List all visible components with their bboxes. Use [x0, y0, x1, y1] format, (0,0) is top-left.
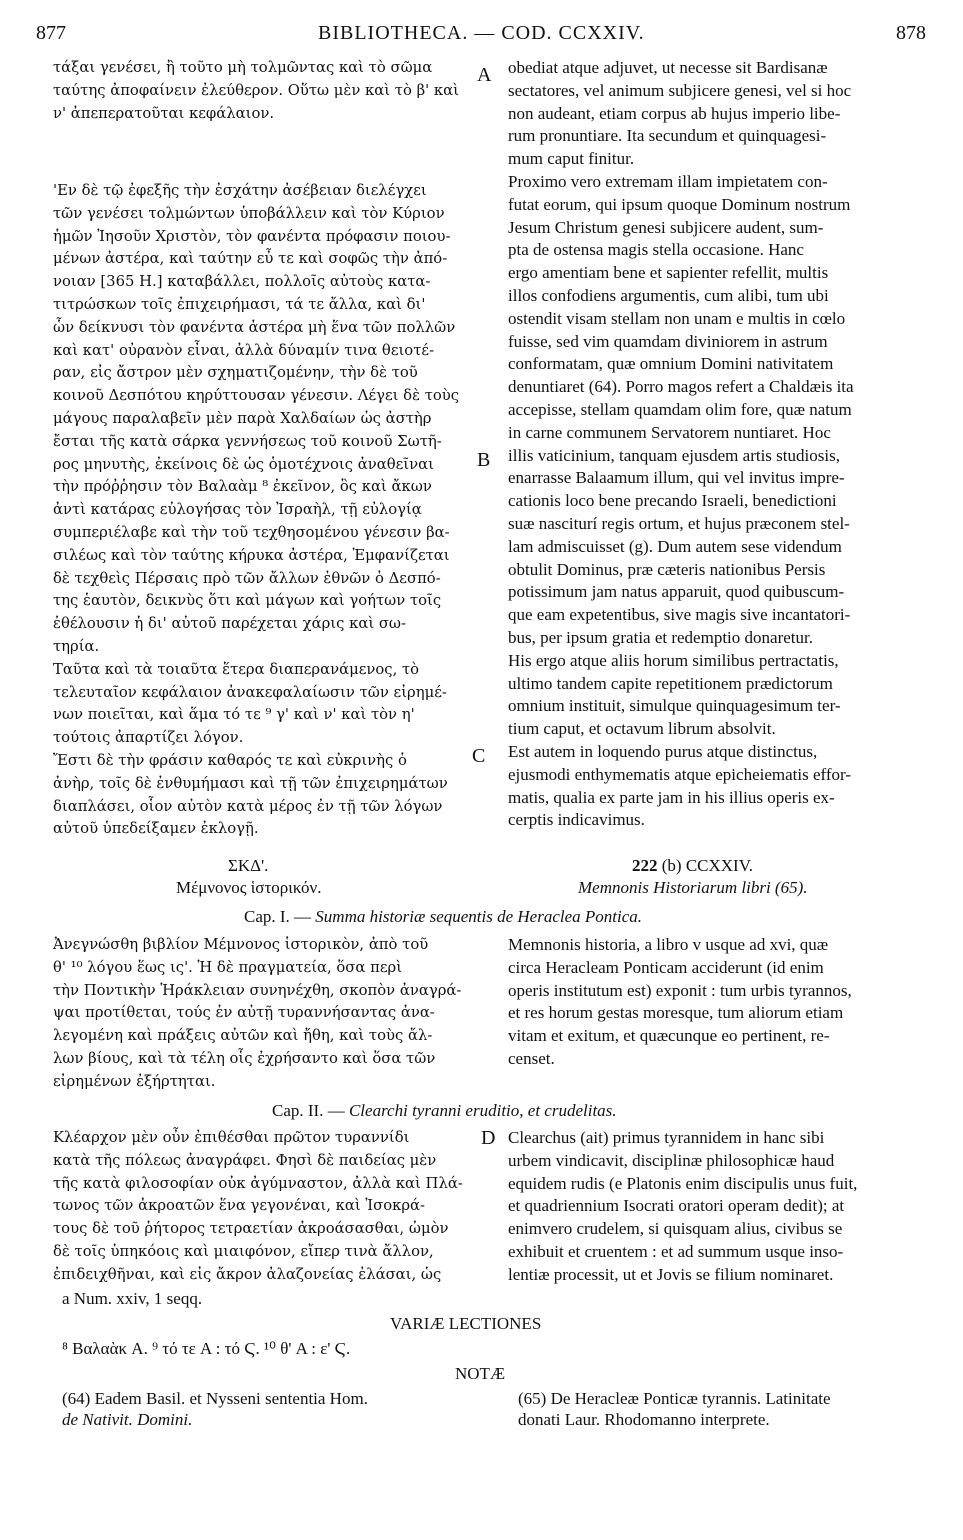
- latin-line: illis vaticinium, tanquam ejusdem artis studiosis,: [508, 445, 840, 465]
- latin-line: pta de ostensa magis stella occasione. Hanc: [508, 240, 804, 260]
- latin-line: obtulit Dominus, præ cæteris nationibus Persis: [508, 559, 826, 579]
- note-64-line2: de Nativit. Domini.: [62, 1410, 193, 1429]
- cap1-label: Cap. I. —: [244, 907, 312, 926]
- greek-line: Ταῦτα καὶ τὰ τοιαῦτα ἕτερα διαπερανάμενος, τὸ: [53, 660, 420, 678]
- latin-line: et res horum gestas moresque, tum aliorum etiam: [508, 1003, 844, 1023]
- greek-line: τούτοις ἀπαρτίζει λόγον.: [53, 729, 244, 747]
- greek-line: ταύτης ἀποφαίνειν ἐλεύθερον. Οὕτω μὲν καὶ τὸ β' καὶ: [53, 81, 459, 99]
- latin-line: suæ nasciturí regis ortum, et hujus præconem stel-: [508, 513, 850, 533]
- cap1-heading: [244, 907, 642, 927]
- cap2-greek: [53, 1127, 496, 1287]
- greek-line: κοινοῦ Δεσπότου κηρύττουσαν γένεσιν. Λέγει δὲ τοὺς: [53, 387, 460, 405]
- latin-line: mum caput finitur.: [508, 149, 635, 169]
- cap1-latin: [508, 934, 928, 1071]
- greek-line: δὲ τοῖς ὑπηκόοις καὶ μιαιφόνον, εἴπερ τινὰ ἄλλον,: [53, 1242, 434, 1260]
- cap2-latin: [508, 1127, 928, 1287]
- cap1-title: Summa historiæ sequentis de Heraclea Pontica.: [315, 907, 643, 926]
- latin-line: in carne communem Servatorem nuntiaret. Hoc: [508, 422, 831, 442]
- latin-column-main: [508, 57, 928, 832]
- latin-line: lam admiscuisset (g). Dum autem sese videndum: [508, 536, 842, 556]
- greek-line: ἐπιδειχθῆναι, καὶ εἰς ἄκρον ἀλαζονείας ἐλάσαι, ὡς: [53, 1265, 442, 1283]
- left-page-number: 877: [36, 22, 66, 44]
- latin-line: illos confodiens argumentis, cum alibi, tum ubi: [508, 285, 829, 305]
- greek-line: τῆς κατὰ φιλοσοφίαν οὐκ ἀγύμναστον, ἀλλὰ καὶ Πλά-: [53, 1174, 463, 1192]
- latin-line: accepisse, stellam quamdam olim fore, quæ natum: [508, 399, 852, 419]
- note-65-line2: donati Laur. Rhodomanno interprete.: [518, 1410, 770, 1429]
- greek-line: τελευταῖον κεφάλαιον ἀνακεφαλαίωσιν τῶν εἰρημέ-: [53, 683, 447, 701]
- latin-line: denuntiaret (64). Porro magos refert a Chaldæis ita: [508, 377, 854, 397]
- greek-column-intro: [53, 57, 493, 125]
- greek-line: διαπλάσει, οἷον αὐτὸν κατὰ μέρος ἐν τῇ τῶν λόγων: [53, 797, 443, 815]
- latin-line: futat eorum, qui ipsum quoque Dominum nostrum: [508, 194, 851, 214]
- latin-line: et quadriennium Isocrati oratori operam dedit); at: [508, 1196, 845, 1216]
- codex-title-greek: Μέμνονος ἱστορικόν.: [176, 878, 322, 897]
- greek-line: τὴν Ποντικὴν Ἡράκλειαν συνηνέχθη, σκοπὸν ἀναγρά-: [53, 981, 462, 999]
- codex-number-greek: ΣΚΔ'.: [228, 856, 269, 875]
- latin-line: matis, qualia ex parte jam in his illius operis ex-: [508, 787, 835, 807]
- greek-line: καὶ κατ' οὐρανὸν εἶναι, ἀλλὰ δύναμίν τινα θειοτέ-: [53, 341, 435, 359]
- right-page-number: 878: [896, 22, 926, 44]
- greek-line: Ἔστι δὲ τὴν φράσιν καθαρός τε καὶ εὐκρινὴς ὁ: [53, 751, 407, 769]
- latin-line: vitam et exitum, et quæcunque eo pertinent, re-: [508, 1026, 830, 1046]
- latin-line: potissimum jam natus apparuit, quod quibuscum-: [508, 582, 845, 602]
- greek-line: ἀνὴρ, τοῖς δὲ ἐνθυμήμασι καὶ τῇ τῶν ἐπιχειρημάτων: [53, 774, 448, 792]
- greek-line: 'Εν δὲ τῷ ἐφεξῆς τὴν ἐσχάτην ἀσέβειαν διελέγχει: [53, 182, 427, 199]
- greek-line: τὴν πρόῤῥησιν τὸν Βαλαὰμ ⁸ ἐκεῖνον, ὃς καὶ ἄκων: [53, 478, 432, 496]
- greek-line: νων ποιεῖται, καὶ ἅμα τό τε ⁹ γ' καὶ ν' καὶ τὸν η': [53, 706, 415, 724]
- latin-line: enimvero crudelem, si quisquam alius, civibus se: [508, 1219, 843, 1239]
- latin-line: que eam expetentibus, sive magis sive incantatori-: [508, 605, 851, 625]
- latin-line: equidem rudis (e Platonis enim discipulis unus fuit,: [508, 1173, 858, 1193]
- greek-line: ραν, εἰς ἄστρον μὲν σχηματιζομένην, τὴν δὲ τοῦ: [53, 364, 418, 382]
- cap2-title: Clearchi tyranni eruditio, et crudelitas.: [348, 1101, 617, 1120]
- greek-line: ψαι προτίθεται, τούς ἐν αὐτῇ τυραννήσαντας ἀνα-: [53, 1004, 435, 1022]
- greek-line: τωνος τῶν ἀκροατῶν ἕνα γεγονέναι, καὶ Ἰσοκρά-: [53, 1197, 426, 1215]
- footnote-a: a Num. xxiv, 1 seqq.: [62, 1289, 203, 1308]
- latin-line: Proximo vero extremam illam impietatem con-: [508, 171, 828, 191]
- latin-line: His ergo atque aliis horum similibus pertractatis,: [508, 650, 839, 670]
- greek-line: τους δὲ τοῦ ῥήτορος τετραετίαν ἀκροάσασθαι, ὠμὸν: [53, 1220, 449, 1238]
- margin-letter-a: A: [477, 64, 492, 86]
- latin-line: bus, per ipsum gratia et redemptio donaretur.: [508, 627, 813, 647]
- latin-line: censet.: [508, 1048, 555, 1068]
- greek-column-main: [53, 180, 493, 841]
- cap1-greek: [53, 934, 493, 1094]
- margin-letter-b: B: [477, 449, 491, 471]
- greek-line: κατὰ τῆς πόλεως ἀναγράφει. Φησὶ δὲ παιδείας μὲν: [53, 1151, 437, 1169]
- margin-letter-d: D: [481, 1127, 496, 1149]
- greek-line: τηρία.: [53, 637, 100, 655]
- greek-line: συμπεριέλαβε καὶ τὴν τοῦ τεχθησομένου γένεσιν βα-: [53, 523, 450, 541]
- codex-number-roman: (b) CCXXIV.: [661, 856, 754, 875]
- greek-line: ὧν δείκνυσι τὸν φανέντα ἀστέρα μὴ ἕνα τῶν πολλῶν: [53, 318, 456, 336]
- latin-line: Clearchus (ait) primus tyrannidem in hanc sibi: [508, 1128, 825, 1147]
- greek-line: ἀντὶ κατάρας εὐλογήσας τὸν Ἰσραὴλ, τῇ εὐλογίᾳ: [53, 501, 422, 519]
- cap2-heading: [272, 1101, 617, 1121]
- greek-line: ἔσται τῆς κατὰ σάρκα γεννήσεως τοῦ κοινοῦ Σωτῆ-: [53, 432, 442, 450]
- greek-line: εἰρημένων ἐξήρτηται.: [53, 1072, 216, 1090]
- greek-line: θ' ¹⁰ λόγου ἕως ις'. Ἡ δὲ πραγματεία, ὅσα περὶ: [53, 958, 402, 976]
- variae-lectiones-title: VARIÆ LECTIONES: [390, 1314, 542, 1333]
- latin-line: omnium instituit, simulque quinquagesimum ter-: [508, 696, 841, 716]
- greek-line: σιλέως καὶ τὸν ταύτης κήρυκα ἀστέρα, Ἐμφανίζεται: [53, 546, 450, 564]
- cap2-label: Cap. II. —: [272, 1101, 345, 1120]
- greek-line: αὐτοῦ ὑπεδείξαμεν ἐκλογῇ.: [53, 820, 259, 838]
- greek-line: νοιαν [365 Η.] καταβάλλει, πολλοῖς αὐτοὺς κατα-: [53, 273, 431, 291]
- latin-line: obediat atque adjuvet, ut necesse sit Bardisanæ: [508, 58, 828, 77]
- latin-line: exhibuit et cruentem : et ad summum usque inso-: [508, 1241, 844, 1261]
- greek-line: τῶν γενέσει τολμώντων ὑποβάλλειν καὶ τὸν Κύριον: [53, 204, 445, 222]
- greek-line: ἡμῶν Ἰησοῦν Χριστὸν, τὸν φανέντα πρόφασιν ποιου-: [53, 227, 451, 245]
- latin-line: conformatam, quæ omnium Domini nativitatem: [508, 354, 834, 374]
- codex-number-bold: 222: [632, 856, 658, 875]
- notae-title: NOTÆ: [455, 1364, 506, 1383]
- latin-line: circa Heracleam Ponticam acciderunt (id enim: [508, 957, 824, 977]
- codex-title-latin: Memnonis Historiarum libri (65).: [578, 878, 808, 897]
- greek-line: ρος μηνυτὴς, ἐκείνοις δὲ ὡς ὁμοτέχνοις ἀναθεῖναι: [53, 455, 434, 473]
- latin-line: non audeant, etiam corpus ab hujus imperio libe-: [508, 103, 841, 123]
- note-64-line1: (64) Eadem Basil. et Nysseni sententia Hom.: [62, 1389, 368, 1408]
- greek-line: μένων ἀστέρα, καὶ ταύτην εὖ τε καὶ σοφῶς τὴν ἀπό-: [53, 250, 448, 268]
- greek-line: ν' ἀπεπερατοῦται κεφάλαιον.: [53, 104, 275, 122]
- latin-line: cationis loco bene precando Israeli, benedictioni: [508, 491, 837, 511]
- variae-lectiones-text: ⁸ Βαλαὰκ A. ⁹ τό τε A : τό Ϛ. ¹⁰ θ' A : ε' Ϛ.: [62, 1339, 351, 1358]
- greek-line: τιτρώσκων τοῖς ἐπιχειρήμασι, τά τε ἄλλα, καὶ δι': [53, 295, 426, 313]
- latin-line: ejusmodi enthymematis atque epicheiematis effor-: [508, 764, 852, 784]
- codex-number-latin: [632, 856, 753, 876]
- latin-line: fuisse, sed vim quamdam diviniorem in astrum: [508, 331, 828, 351]
- running-title: BIBLIOTHECA. — COD. CCXXIV.: [318, 22, 645, 44]
- note-65-line1: (65) De Heracleæ Ponticæ tyrannis. Latinitate: [518, 1389, 831, 1408]
- greek-line: λων βίους, καὶ τὰ τέλη οἷς ἐχρήσαντο καὶ ὅσα τῶν: [53, 1049, 436, 1067]
- latin-line: ergo amentiam bene et sapienter refellit, multis: [508, 263, 829, 283]
- greek-line: Ἀνεγνώσθη βιβλίον Μέμνονος ἱστορικὸν, ἀπὸ τοῦ: [53, 936, 429, 953]
- greek-line: τάξαι γενέσει, ἢ τοῦτο μὴ τολμῶντας καὶ τὸ σῶμα: [53, 59, 433, 76]
- latin-line: lentiæ processit, ut et Jovis se filium nominaret.: [508, 1264, 834, 1284]
- latin-line: operis institutum est) exponit : tum urbis tyrannos,: [508, 980, 852, 1000]
- latin-line: sectatores, vel animum subjicere genesi, vel si hoc: [508, 80, 852, 100]
- latin-line: Est autem in loquendo purus atque distinctus,: [508, 741, 818, 761]
- greek-line: λεγομένη καὶ πράξεις αὐτῶν καὶ ἤθη, καὶ τοὺς ἄλ-: [53, 1027, 433, 1045]
- margin-letter-c: C: [472, 745, 486, 767]
- latin-line: ostendit visam stellam non unam e multis in cœlo: [508, 308, 846, 328]
- latin-line: urbem vindicavit, disciplinæ philosophicæ haud: [508, 1150, 835, 1170]
- greek-line: Κλέαρχον μὲν οὖν ἐπιθέσθαι πρῶτον τυραννίδι: [53, 1129, 410, 1146]
- latin-line: tium caput, et octavum librum absolvit.: [508, 719, 776, 739]
- latin-line: rum pronuntiare. Ita secundum et quinquagesi-: [508, 126, 827, 146]
- latin-line: Jesum Christum genesi subjicere audent, sum-: [508, 217, 824, 237]
- greek-line: μάγους παραλαβεῖν μὲν παρὰ Χαλδαίων ὡς ἀστὴρ: [53, 409, 432, 427]
- latin-line: cerptis indicavimus.: [508, 810, 645, 830]
- latin-line: Memnonis historia, a libro v usque ad xvi, quæ: [508, 935, 829, 954]
- latin-line: ultimo tandem capite repetitionem prædictorum: [508, 673, 833, 693]
- greek-line: της ἑαυτὸν, δεικνὺς ὅτι καὶ μάγων καὶ γοήτων τοῖς: [53, 592, 442, 610]
- latin-line: enarrasse Balaamum illum, qui vel invitus impre-: [508, 468, 845, 488]
- greek-line: ἐθέλουσιν ἡ δι' αὐτοῦ παρέχεται χάρις καὶ σω-: [53, 615, 406, 633]
- greek-line: δὲ τεχθεὶς Πέρσαις πρὸ τῶν ἄλλων ἐθνῶν ὁ Δεσπό-: [53, 569, 441, 587]
